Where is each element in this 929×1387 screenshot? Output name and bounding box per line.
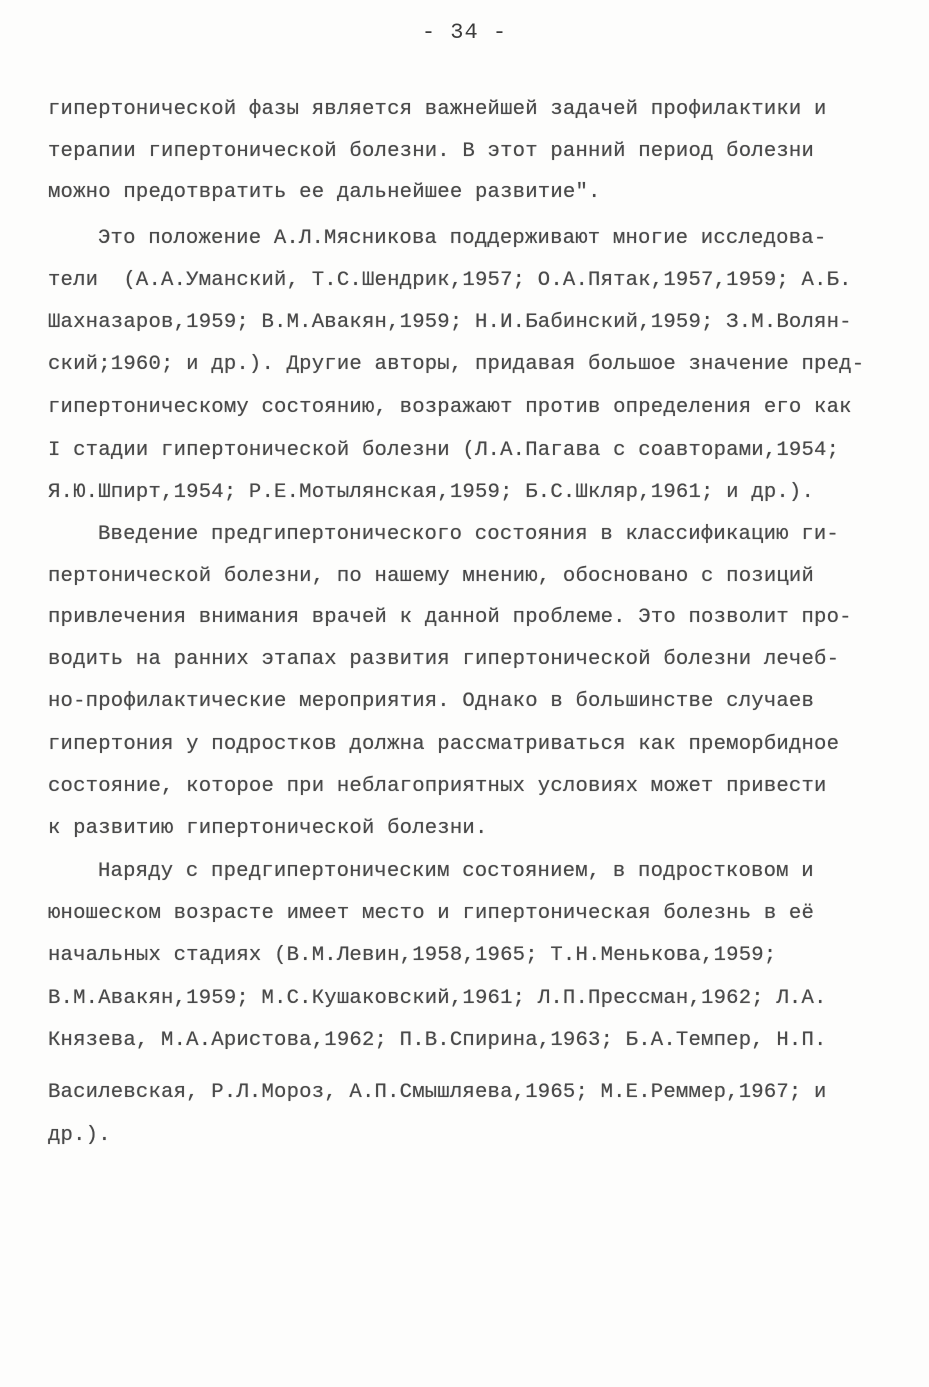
text-line: пертонической болезни, по нашему мнению, обосновано с позиций: [48, 565, 815, 588]
text-line: ский;1960; и др.). Другие авторы, придавая большое значение пред-: [48, 353, 865, 376]
paragraph-first-line: Наряду с предгипертоническим состоянием, в подростковом и: [98, 860, 814, 883]
text-line: можно предотвратить ее дальнейшее развитие".: [48, 181, 601, 204]
text-line: гипертонической фазы является важнейшей задачей профилактики и: [48, 98, 827, 121]
text-line: Я.Ю.Шпирт,1954; Р.Е.Мотылянская,1959; Б.С.Шкляр,1961; и др.).: [48, 481, 815, 504]
paragraph-first-line: Введение предгипертонического состояния в классификацию ги-: [98, 523, 839, 546]
text-line: но-профилактические мероприятия. Однако в большинстве случаев: [48, 690, 815, 713]
text-line: Князева, М.А.Аристова,1962; П.В.Спирина,1963; Б.А.Темпер, Н.П.: [48, 1029, 827, 1052]
paragraph-first-line: Это положение А.Л.Мясникова поддерживают многие исследова-: [98, 227, 827, 250]
text-line: состояние, которое при неблагоприятных условиях может привести: [48, 775, 827, 798]
text-line: привлечения внимания врачей к данной проблеме. Это позволит про-: [48, 606, 852, 629]
text-line: к развитию гипертонической болезни.: [48, 817, 488, 840]
text-line: водить на ранних этапах развития гипертонической болезни лечеб-: [48, 648, 840, 671]
text-line: В.М.Авакян,1959; М.С.Кушаковский,1961; Л.П.Пpессман,1962; Л.А.: [48, 987, 827, 1010]
text-line: тели (А.А.Уманский, Т.С.Шендрик,1957; О.А.Пятак,1957,1959; А.Б.: [48, 269, 852, 292]
text-line: Василевская, Р.Л.Мороз, А.П.Смышляева,1965; М.Е.Реммер,1967; и: [48, 1081, 827, 1104]
text-line: гипертония у подростков должна рассматриваться как преморбидное: [48, 733, 840, 756]
text-line: юношеском возрасте имеет место и гипертоническая болезнь в её: [48, 902, 815, 925]
text-line: Шахназаров,1959; В.М.Авакян,1959; Н.И.Бабинский,1959; З.М.Волян-: [48, 311, 852, 334]
text-line: гипертоническому состоянию, возражают против определения его как: [48, 396, 852, 419]
text-line: начальных стадиях (В.М.Левин,1958,1965; Т.Н.Менькова,1959;: [48, 944, 777, 967]
text-line: терапии гипертонической болезни. В этот ранний период болезни: [48, 140, 815, 163]
page-number: - 34 -: [421, 20, 508, 45]
text-line: др.).: [48, 1124, 111, 1147]
text-line: I стадии гипертонической болезни (Л.А.Пагава с соавторами,1954;: [48, 439, 840, 462]
